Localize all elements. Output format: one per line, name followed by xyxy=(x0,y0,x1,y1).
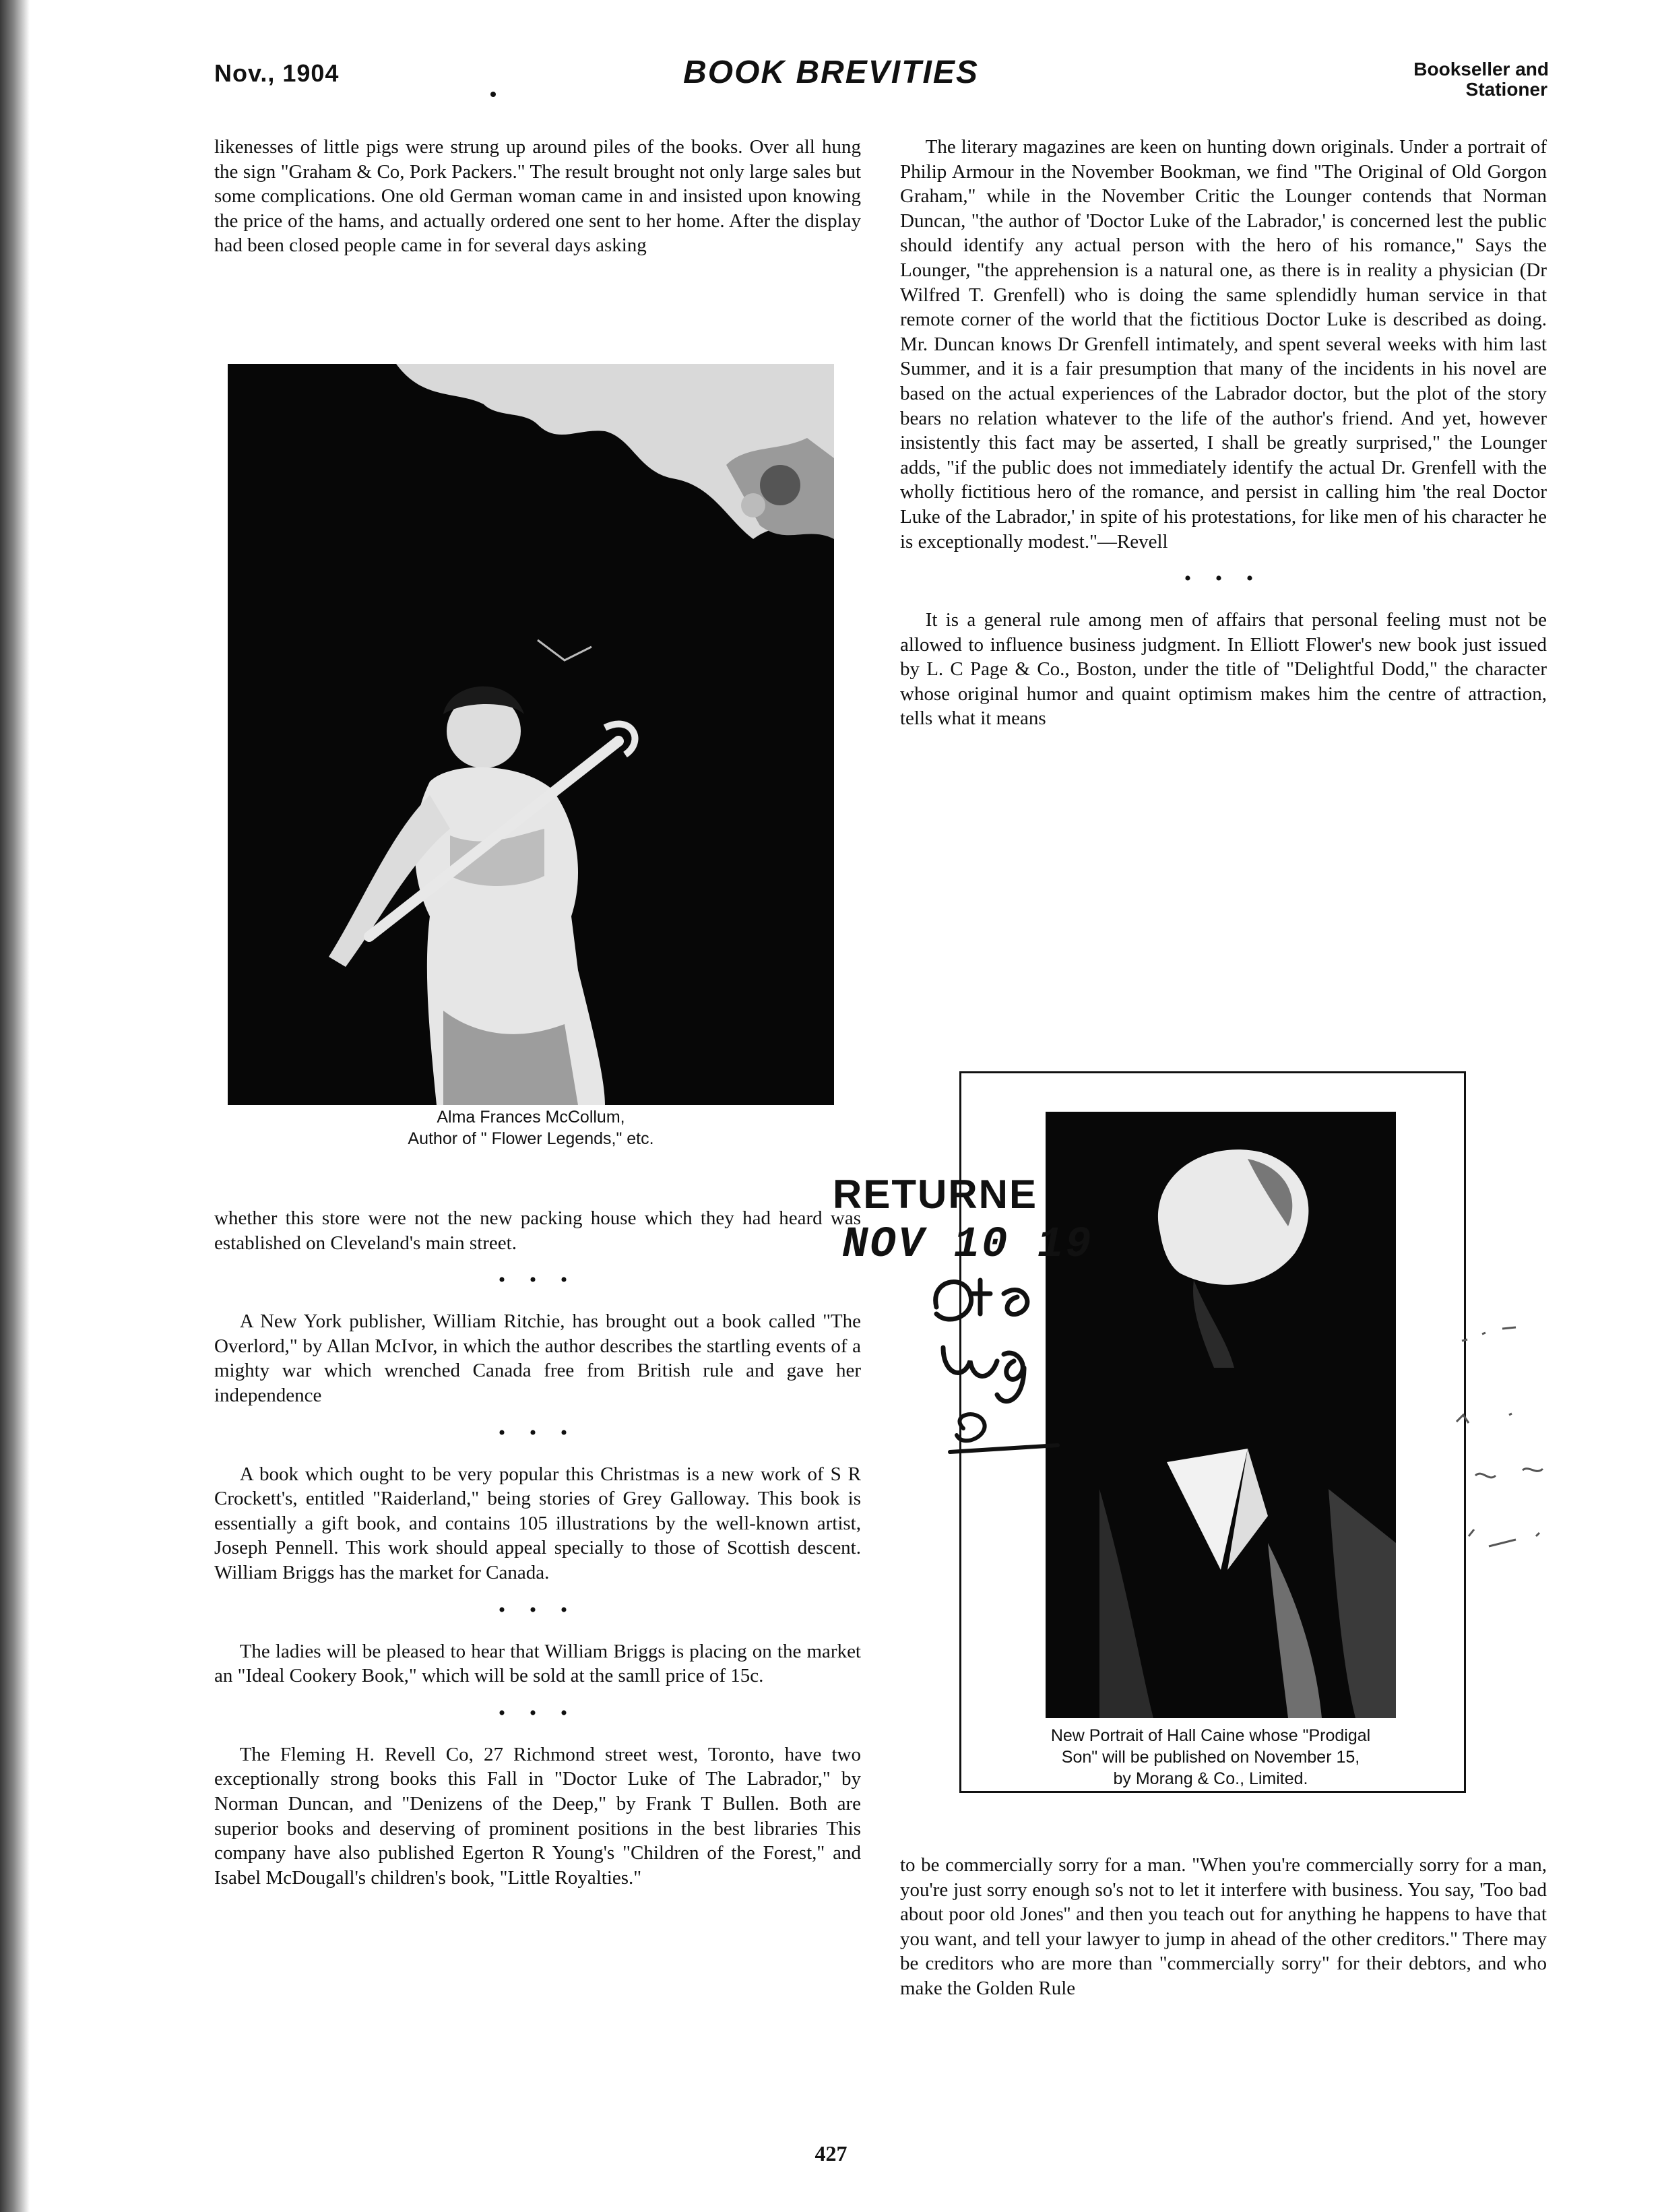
header-dot xyxy=(490,92,496,97)
photo-hall-caine xyxy=(1046,1112,1396,1718)
section-separator: • • • xyxy=(498,1701,577,1724)
photo-alma-mccollum xyxy=(228,364,834,1105)
right-column-top xyxy=(900,135,1547,731)
portrait-illustration xyxy=(228,364,834,1105)
section-separator: • • • xyxy=(498,1269,577,1292)
publication-line-1: Bookseller and xyxy=(1413,59,1549,80)
publication-line-2: Stationer xyxy=(1465,79,1547,100)
margin-pencil-marks xyxy=(1455,1314,1610,1583)
article-paragraph: whether this store were not the new packing house which they had heard was established on Cleveland's main street. xyxy=(214,1207,861,1254)
article-paragraph: The Fleming H. Revell Co, 27 Richmond street west, Toronto, have two exceptionally strong books this Fall in "Doctor Luke of The Labrador," by Norman Duncan, and "Denizens of the Deep," by Frank T Bullen. Both are superior books and deserving of prominent positions in the best libraries This company have also published Egerton R Young's "Children of the Forest," and Isabel McDougall's children's book, "Little Royalties." xyxy=(214,1743,861,1889)
caption-2-line-2: Son" will be published on November 15, xyxy=(1061,1748,1360,1767)
handwritten-annotation xyxy=(923,1267,1085,1469)
article-paragraph: A New York publisher, William Ritchie, has brought out a book called "The Overlord," by Allan McIvor, in which the author describes the startling events of a mighty war which wrenched Canada free from British rule and gave her independence xyxy=(214,1310,861,1406)
return-stamp-line-1: RETURNE xyxy=(833,1172,1038,1217)
left-column-bottom xyxy=(214,1206,861,1890)
issue-date: Nov., 1904 xyxy=(214,59,340,87)
photo-caption-2 xyxy=(959,1725,1462,1790)
section-separator: • • • xyxy=(498,1421,577,1444)
photo-caption-1 xyxy=(228,1106,834,1149)
article-paragraph: likenesses of little pigs were strung up around piles of the books. Over all hung the sign "Graham & Co, Pork Packers." The result brought not only large sales but some complications. One old German woman came in and insisted upon knowing the price of the hams, and actually ordered one sent to her home. After the display had been closed people came in for several days asking xyxy=(214,136,861,257)
caption-1-line-2: Author of " Flower Legends," etc. xyxy=(408,1129,654,1148)
page-header xyxy=(0,54,1662,135)
article-paragraph: The literary magazines are keen on hunting down originals. Under a portrait of Philip Armour in the November Bookman, we find "The Original of Old Gorgon Graham," while in the November Critic the Lounger contends that Norman Duncan, "the author of 'Doctor Luke of the Labrador,' is concerned lest the public should identify any actual person with the hero of his romance," Says the Lounger, "the apprehension is a natural one, as there is in reality a physician (Dr Wilfred T. Grenfell) who is doing the same splendidly human service in that remote corner of the world that the fictitious Doctor Luke is described as doing. Mr. Duncan knows Dr Grenfell intimately, and spent several weeks with him last Summer, and it is a fair presumption that many of the incidents in his novel are based on the actual experiences of the Labrador doctor, but the plot of the story bears no relation whatever to the life of the author's friend. And yet, however insistently this fact may be asserted, I shall be greatly surprised," the Lounger adds, "if the public does not immediately identify the actual Dr. Grenfell with the wholly fictitious hero of the romance, and persist in calling him 'the real Doctor Luke of the Labrador,' in spite of his protestations, for like men of his character he is exceptionally modest."—Revell xyxy=(900,136,1547,552)
article-paragraph: to be commercially sorry for a man. "When you're commercially sorry for a man, you're just sorry enough so's not to let it interfere with business. You say, 'Too bad about poor old Jones'' and then you teach out for anything he happens to have that you want, and tell your lawyer to jump in ahead of the other creditors." There may be creditors who are more than "commercially sorry" for their debtors, and who make the Golden Rule xyxy=(900,1854,1547,1999)
right-column-bottom xyxy=(900,1853,1547,2001)
portrait-illustration xyxy=(1046,1112,1396,1718)
publication-name xyxy=(1413,59,1549,100)
section-separator: • • • xyxy=(1184,567,1263,590)
article-paragraph: A book which ought to be very popular this Christmas is a new work of S R Crockett's, entitled "Raiderland," being stories of Grey Galloway. This book is essentially a gift book, and contains 105 illustrations by the well-known artist, Joseph Pennell. This work should appeal specially to those of Scottish descent. William Briggs has the market for Canada. xyxy=(214,1463,861,1583)
page-title: BOOK BREVITIES xyxy=(683,55,979,90)
article-paragraph: It is a general rule among men of affairs that personal feeling must not be allowed to influence business judgment. In Elliott Flower's new book just issued by L. C Page & Co., Boston, under the title of "Delightful Dodd," the character whose original humor and quaint optimism makes him the centre of attraction, tells what it means xyxy=(900,609,1547,730)
left-column-top xyxy=(214,135,861,258)
caption-2-line-3: by Morang & Co., Limited. xyxy=(1113,1769,1308,1788)
return-stamp-line-2: NOV 10 19 xyxy=(842,1221,1093,1269)
section-separator: • • • xyxy=(498,1598,577,1621)
scan-edge-shadow xyxy=(0,0,30,2212)
caption-2-line-1: New Portrait of Hall Caine whose "Prodigal xyxy=(1050,1726,1371,1745)
caption-1-line-1: Alma Frances McCollum, xyxy=(437,1108,625,1127)
article-paragraph: The ladies will be pleased to hear that William Briggs is placing on the market an "Ideal Cookery Book," which will be sold at the samll price of 15c. xyxy=(214,1640,861,1687)
page-number: 427 xyxy=(814,2141,848,2166)
